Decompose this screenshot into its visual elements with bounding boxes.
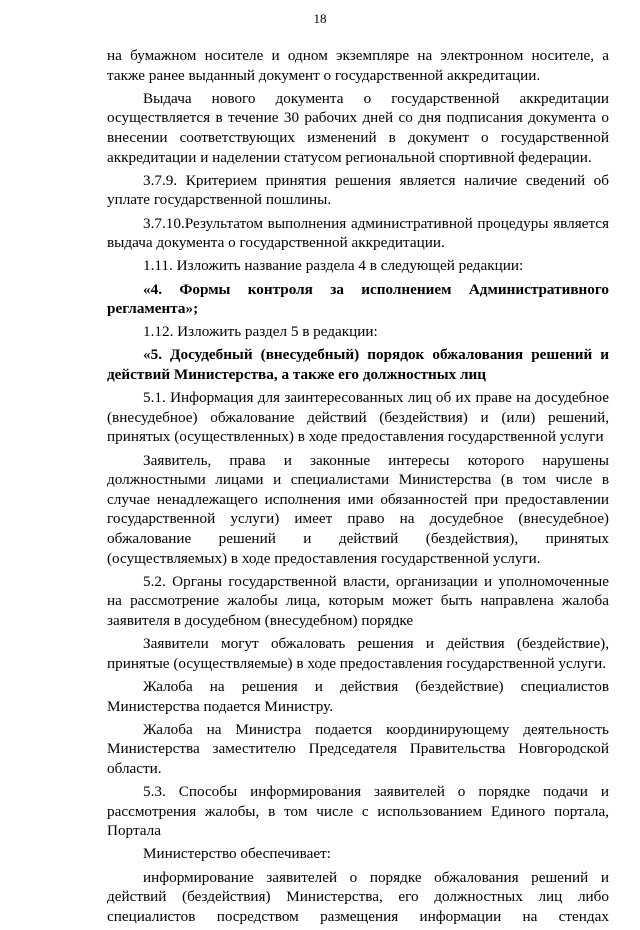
paragraph: 3.7.10.Результатом выполнения административной процедуры является выдача документа о государственной аккредитации. — [107, 214, 609, 252]
paragraph: 5.1. Информация для заинтересованных лиц об их праве на досудебное (внесудебное) обжалование действий (бездействия) и (или) решений, принятых (осуществленных) в ходе предоставления государственной услуги — [107, 389, 609, 446]
paragraph: на бумажном носителе и одном экземпляре на электронном носителе, а также ранее выданный документ о государственной аккредитации. — [107, 47, 609, 84]
paragraph: 5.2. Органы государственной власти, организации и уполномоченные на рассмотрение жалобы лица, которым может быть направлена жалоба заявителя в досудебном (внесудебном) порядке — [107, 572, 609, 629]
paragraph: 3.7.9. Критерием принятия решения является наличие сведений об уплате государственной пошлины. — [107, 171, 609, 209]
paragraph: 5.3. Способы информирования заявителей о порядке подачи и рассмотрения жалобы, в том числе с использованием Единого портала, Портала — [107, 783, 609, 840]
paragraph: Заявитель, права и законные интересы которого нарушены должностными лицами и специалистами Министерства (в том числе в случае ненадлежащего исполнения ими обязанностей при предоставлении государственной услуги) имеет право на досудебное (внесудебное) обжалование решений и действий (бездействия), принятых (осуществляемых) в ходе предоставления государственной услуги. — [107, 451, 609, 567]
section-heading: «5. Досудебный (внесудебный) порядок обжалования решений и действий Министерства, а также его должностных лиц — [107, 346, 609, 384]
paragraph: информирование заявителей о порядке обжалования решений и действий (бездействия) Министерства, его должностных лиц либо специалистов посредством размещения информации на стендах — [107, 868, 609, 925]
paragraph: Жалоба на решения и действия (бездействие) специалистов Министерства подается Министру. — [107, 677, 609, 715]
paragraph: Заявители могут обжаловать решения и действия (бездействие), принятые (осуществляемые) в ходе предоставления государственной услуги. — [107, 635, 609, 672]
paragraph: Министерство обеспечивает: — [143, 845, 331, 863]
paragraph: Выдача нового документа о государственной аккредитации осуществляется в течение 30 рабочих дней со дня подписания документа о внесении соответствующих изменений в документ о государственной аккредитации и наделении статусом региональной спортивной федерации. — [107, 89, 609, 166]
paragraph: 1.12. Изложить раздел 5 в редакции: — [143, 323, 378, 341]
page-number: 18 — [313, 11, 327, 26]
section-heading: «4. Формы контроля за исполнением Административного регламента»; — [107, 280, 609, 318]
paragraph: Жалоба на Министра подается координирующему деятельность Министерства заместителю Председателя Правительства Новгородской области. — [107, 720, 609, 777]
document-body — [107, 46, 609, 930]
paragraph: 1.11. Изложить название раздела 4 в следующей редакции: — [143, 257, 524, 275]
